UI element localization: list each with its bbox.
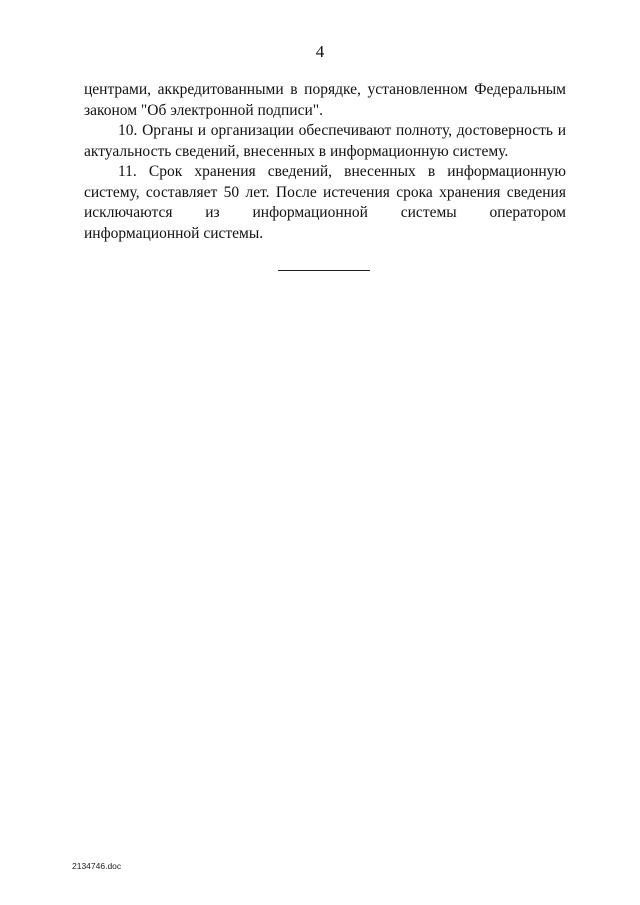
paragraph-item-11: 11. Срок хранения сведений, внесенных в информационную систему, составляет 50 лет. После истечения срока хранения сведения исключаются из информационной системы оператором информационной системы. <box>84 163 566 242</box>
paragraph-continuation: центрами, аккредитованными в порядке, установленном Федеральным законом "Об электронной подписи". <box>84 81 566 119</box>
footer-document-filename: 2134746.doc <box>72 861 122 871</box>
document-body <box>84 80 566 244</box>
paragraph-item-10: 10. Органы и организации обеспечивают полноту, достоверность и актуальность сведений, внесенных в информационную систему. <box>84 122 566 160</box>
end-of-document-divider <box>278 270 370 271</box>
page-number: 4 <box>315 42 325 61</box>
